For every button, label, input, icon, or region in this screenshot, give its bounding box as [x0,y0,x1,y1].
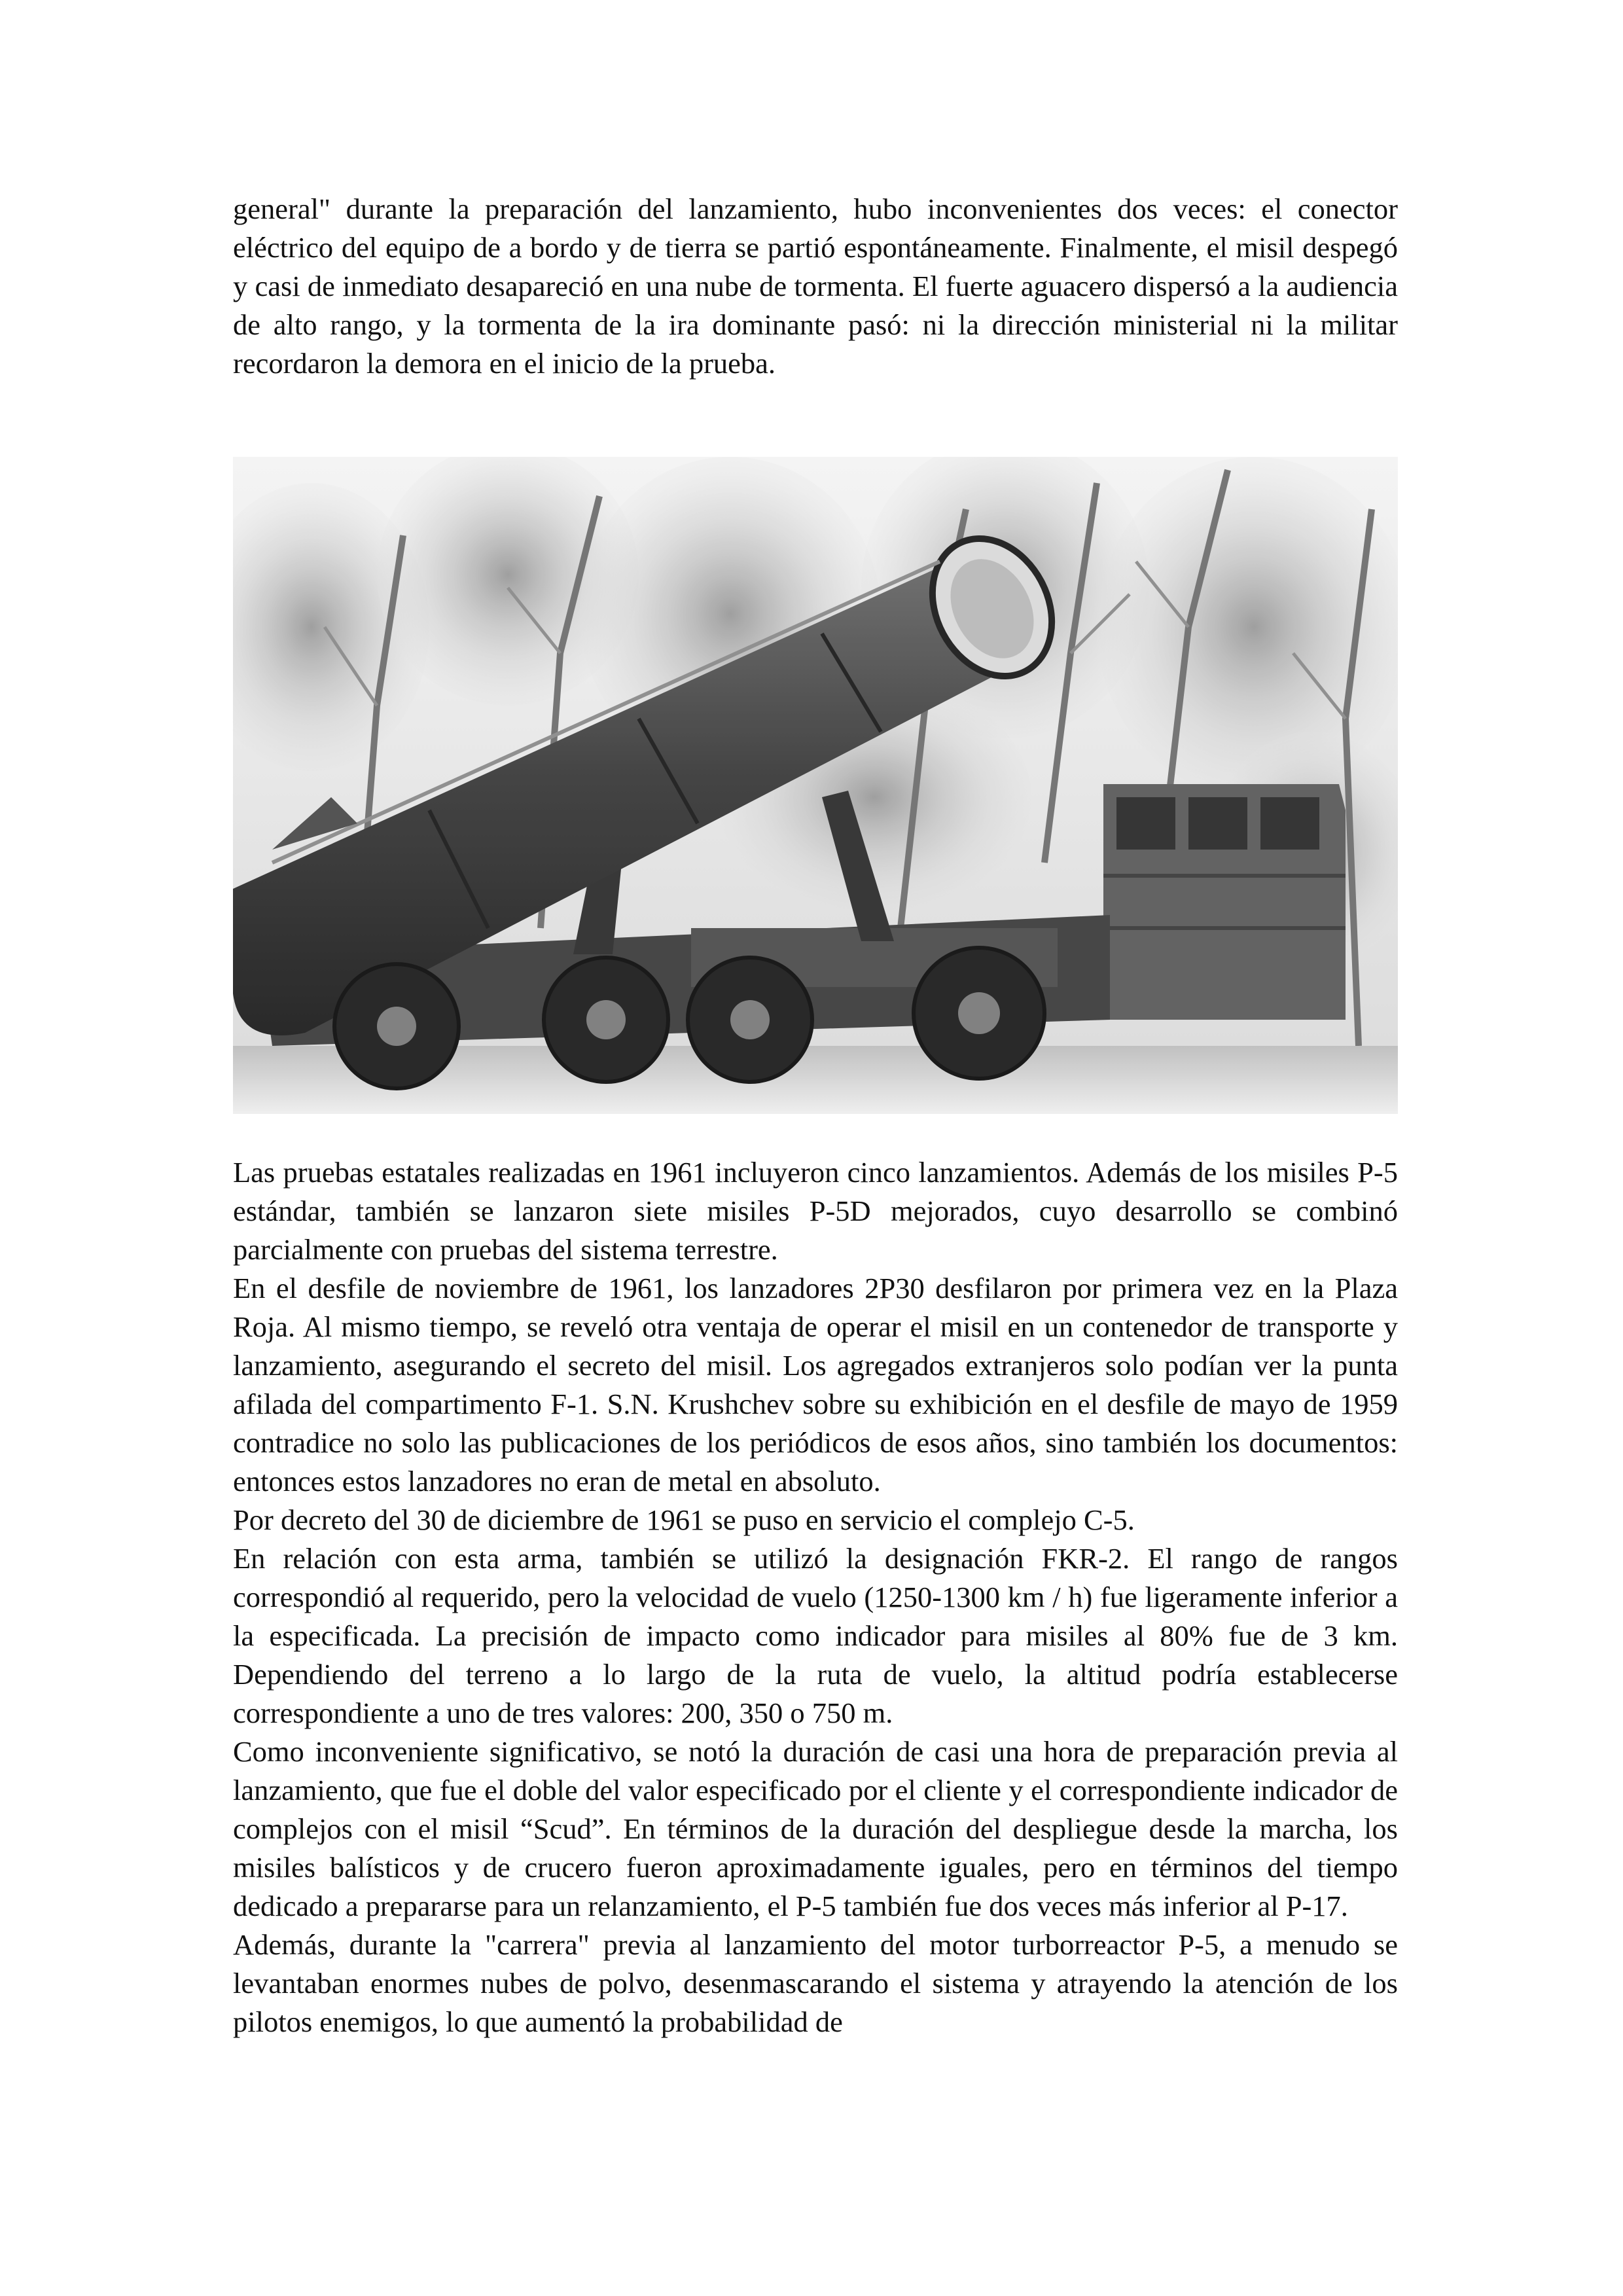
paragraph: Por decreto del 30 de diciembre de 1961 se puso en servicio el complejo C-5. [233,1503,1135,1536]
top-text-block [233,190,1398,383]
paragraph: general" durante la preparación del lanzamiento, hubo inconvenientes dos veces: el conector eléctrico del equipo de a bordo y de tierra se partió espontáneamente. Finalmente, el misil despegó y casi de inmediato desapareció en una nube de tormenta. El fuerte aguacero dispersó a la audiencia de alto rango, y la tormenta de la ira dominante pasó: ni la dirección ministerial ni la militar recordaron la demora en el inicio de la prueba. [233,192,1398,380]
photo-illustration [233,457,1398,1114]
paragraph: Además, durante la "carrera" previa al lanzamiento del motor turborreactor P-5, a menudo se levantaban enormes nubes de polvo, desenmascarando el sistema y atrayendo la atención de los pilotos enemigos, lo que aumentó la probabilidad de [233,1928,1398,2038]
bottom-text-block [233,1153,1398,2041]
paragraph: En relación con esta arma, también se utilizó la designación FKR-2. El rango de rangos correspondió al requerido, pero la velocidad de vuelo (1250-1300 km / h) fue ligeramente inferior a la especificada. La precisión de impacto como indicador para misiles al 80% fue de 3 km. Dependiendo del terreno a lo largo de la ruta de vuelo, la altitud podría establecerse correspondiente a uno de tres valores: 200, 350 o 750 m. [233,1542,1398,1729]
missile-launcher-photo [233,457,1398,1114]
paragraph: En el desfile de noviembre de 1961, los lanzadores 2P30 desfilaron por primera vez en la Plaza Roja. Al mismo tiempo, se reveló otra ventaja de operar el misil en un contenedor de transporte y lanzamiento, asegurando el secreto del misil. Los agregados extranjeros solo podían ver la punta afilada del compartimento F-1. S.N. Krushchev sobre su exhibición en el desfile de mayo de 1959 contradice no solo las publicaciones de los periódicos de esos años, sino también los documentos: entonces estos lanzadores no eran de metal en absoluto. [233,1272,1398,1498]
paragraph: Las pruebas estatales realizadas en 1961 incluyeron cinco lanzamientos. Además de los misiles P-5 estándar, también se lanzaron siete misiles P-5D mejorados, cuyo desarrollo se combinó parcialmente con pruebas del sistema terrestre. [233,1156,1398,1266]
paragraph: Como inconveniente significativo, se notó la duración de casi una hora de preparación previa al lanzamiento, que fue el doble del valor especificado por el cliente y el correspondiente indicador de complejos con el misil “Scud”. En términos de la duración del despliegue desde la marcha, los misiles balísticos y de crucero fueron aproximadamente iguales, pero en términos del tiempo dedicado a prepararse para un relanzamiento, el P-5 también fue dos veces más inferior al P-17. [233,1735,1398,1922]
